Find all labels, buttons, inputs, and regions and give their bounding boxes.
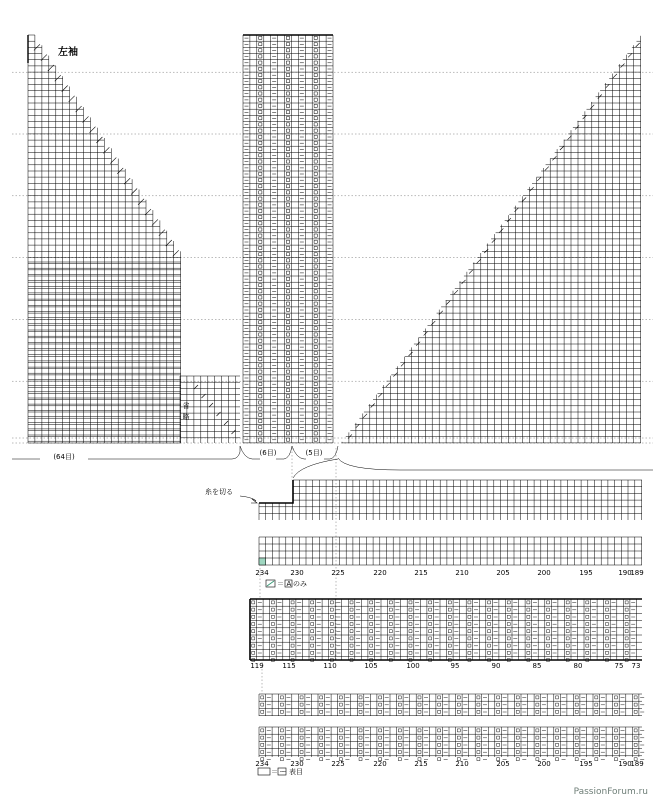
scale-label: 90 bbox=[491, 662, 501, 670]
scale-label: 115 bbox=[282, 662, 296, 670]
cut-yarn-label: 糸を切る bbox=[205, 488, 233, 496]
scale-label: 200 bbox=[537, 760, 551, 768]
scale-label: 230 bbox=[290, 760, 304, 768]
scale-label: 205 bbox=[496, 569, 510, 577]
scale-label: 200 bbox=[537, 569, 551, 577]
scale-label: 73 bbox=[631, 662, 641, 670]
scale-label: 190 bbox=[618, 569, 632, 577]
scale-label: 225 bbox=[331, 569, 345, 577]
width-label-right: (5目) bbox=[305, 449, 323, 457]
scale-label: 80 bbox=[573, 662, 583, 670]
scale-label: 105 bbox=[364, 662, 378, 670]
scale-label: 225 bbox=[331, 760, 345, 768]
scale-label: 220 bbox=[373, 569, 387, 577]
legend-knit bbox=[258, 767, 303, 776]
legend-decrease-eq: ＝ bbox=[277, 580, 284, 588]
scale-label: 195 bbox=[579, 569, 593, 577]
legend-knit-eq: ＝ bbox=[271, 768, 278, 776]
scale-label: 100 bbox=[406, 662, 420, 670]
legend-knit-swatch bbox=[258, 768, 270, 775]
scale-label: 215 bbox=[414, 760, 428, 768]
scale-label: 190 bbox=[618, 760, 632, 768]
chart-title: 左袖 bbox=[58, 47, 78, 58]
scale-label: 234 bbox=[255, 760, 269, 768]
scale-label: 85 bbox=[532, 662, 542, 670]
legend-decrease-text: のみ bbox=[293, 580, 307, 588]
scale-label: 215 bbox=[414, 569, 428, 577]
width-label-left: (64目) bbox=[53, 453, 75, 461]
legend-decrease-letter: A bbox=[286, 580, 292, 588]
scale-label: 230 bbox=[290, 569, 304, 577]
omitted-label: 省略 bbox=[182, 402, 190, 421]
scale-label: 110 bbox=[323, 662, 337, 670]
scale-label: 119 bbox=[250, 662, 264, 670]
scale-label: 210 bbox=[455, 569, 469, 577]
scale-label: 205 bbox=[496, 760, 510, 768]
scale-label: 210 bbox=[455, 760, 469, 768]
scale-label: 189 bbox=[630, 569, 644, 577]
scale-label: 220 bbox=[373, 760, 387, 768]
scale-label: 189 bbox=[630, 760, 644, 768]
scale-label: 234 bbox=[255, 569, 269, 577]
scale-label: 75 bbox=[614, 662, 624, 670]
scale-label: 195 bbox=[579, 760, 593, 768]
watermark: PassionForum.ru bbox=[573, 787, 648, 797]
decrease-highlight-cell bbox=[259, 558, 266, 565]
width-label-mid: (6目) bbox=[259, 449, 277, 457]
legend-decrease bbox=[266, 580, 307, 588]
scale-label: 95 bbox=[450, 662, 460, 670]
legend-knit-text: 表目 bbox=[289, 768, 303, 776]
legend-knit-symbol: ー bbox=[279, 768, 287, 776]
